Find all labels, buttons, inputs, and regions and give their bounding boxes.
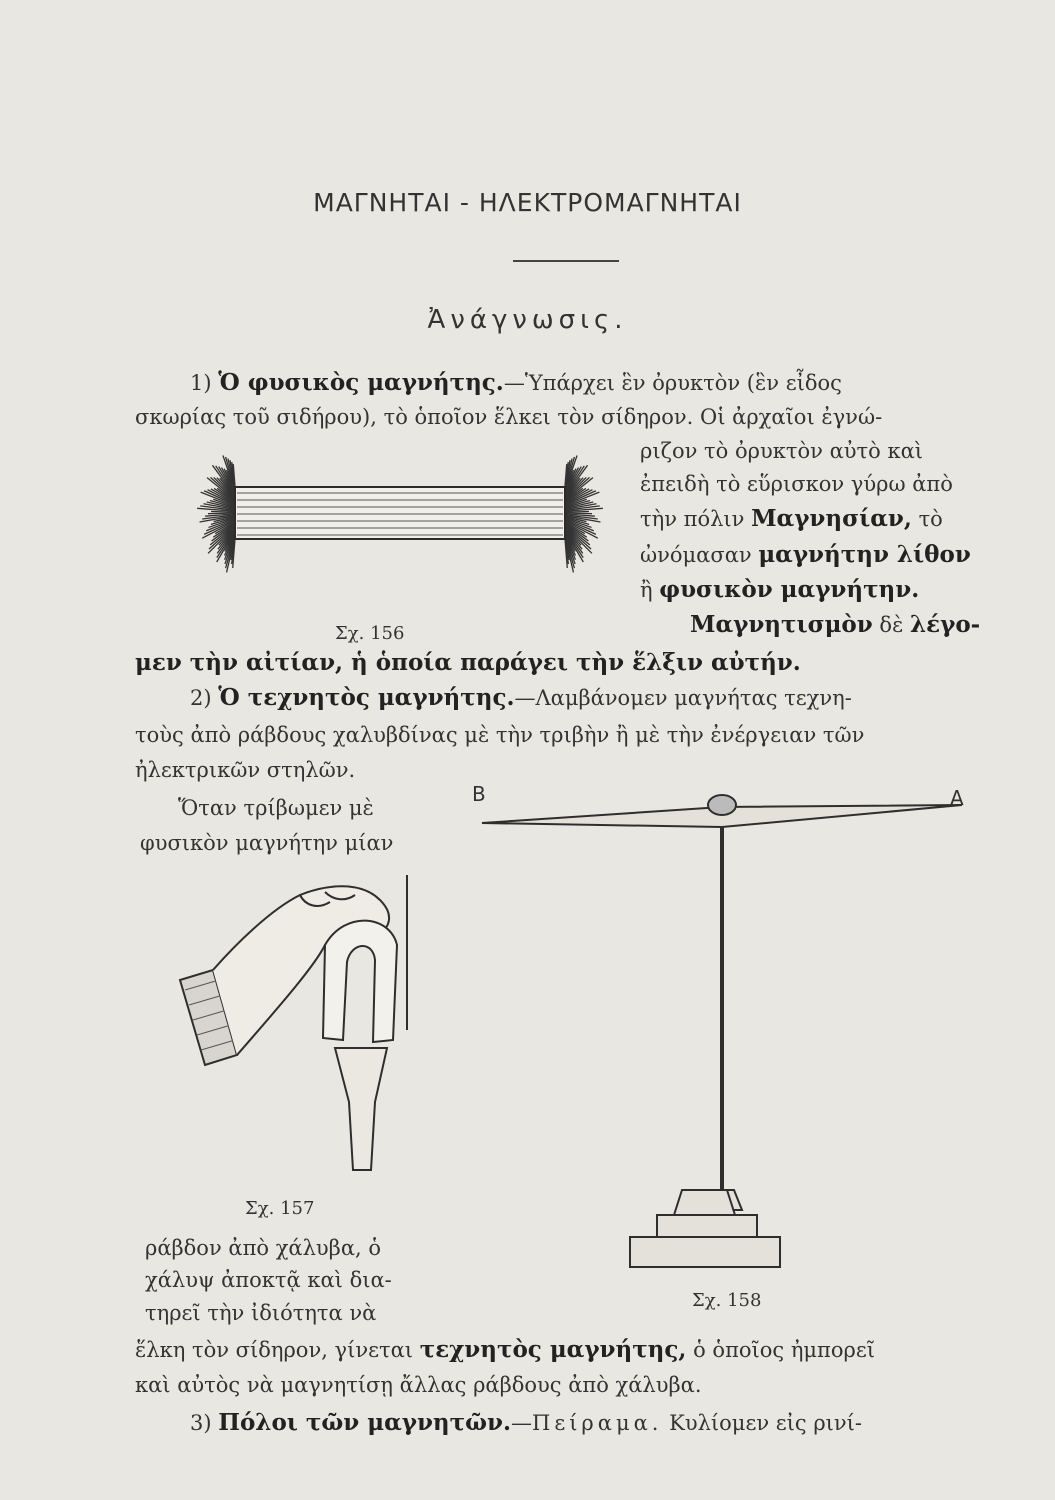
p2-line-10: καὶ αὐτὸς νὰ μαγνητίσῃ ἄλλας ράβδους ἀπὸ χάλυβα. xyxy=(135,1373,702,1397)
p1-line-7 xyxy=(640,575,919,605)
p1-heading: Ὁ φυσικὸς μαγνήτης. xyxy=(218,369,504,396)
figure-156-caption: Σχ. 156 xyxy=(335,623,405,644)
p1-line-5 xyxy=(640,504,943,534)
p1-line-9: μεν τὴν αἰτίαν, ἡ ὁποία παράγει τὴν ἕλξιν αὐτήν. xyxy=(135,649,801,676)
p1-magnesia: Μαγνησίαν, xyxy=(751,505,912,532)
p3-line-1 xyxy=(190,1408,862,1438)
p1-line-3: ριζον τὸ ὀρυκτὸν αὐτὸ καὶ xyxy=(640,439,923,463)
figure-158-compass-needle xyxy=(470,775,980,1075)
p2-text-9c: ὁ ὁποῖος ἠμπορεῖ xyxy=(693,1338,875,1362)
p2-line-5: φυσικὸν μαγνήτην μίαν xyxy=(140,831,394,855)
p2-line-7: χάλυψ ἀποκτᾷ καὶ δια- xyxy=(145,1268,392,1292)
p3-text: Κυλίομεν εἰς ρινί- xyxy=(669,1411,862,1435)
p2-text-1: —Λαμβάνομεν μαγνήτας τεχνη- xyxy=(514,686,852,710)
p1-line-6 xyxy=(640,540,971,570)
p2-line-6: ράβδον ἀπὸ χάλυβα, ὁ xyxy=(145,1236,381,1260)
p2-text-9a: ἕλκη τὸν σίδηρον, γίνεται xyxy=(135,1338,414,1362)
p3-experiment: Πείραμα. xyxy=(532,1411,663,1435)
label-a: A xyxy=(950,786,964,810)
p1-magnet-stone: μαγνήτην λίθον xyxy=(758,541,971,568)
p2-number: 2) xyxy=(190,686,212,710)
p2-line-3: ἠλεκτρικῶν στηλῶν. xyxy=(135,758,356,782)
p1-text-6a: ὠνόμασαν xyxy=(640,543,752,567)
p1-text-8b: δὲ xyxy=(879,613,904,637)
p2-heading: Ὁ τεχνητὸς μαγνήτης. xyxy=(218,684,515,711)
p2-line-2: τοὺς ἀπὸ ράβδους χαλυβδίνας μὲ τὴν τριβὴν ἢ μὲ τὴν ἐνέργειαν τῶν xyxy=(135,723,865,747)
section-title: Ἀνάγνωσις. xyxy=(427,305,628,335)
p1-line-2: σκωρίας τοῦ σιδήρου), τὸ ὁποῖον ἕλκει τὸν σίδηρον. Οἱ ἀρχαῖοι ἐγνώ- xyxy=(135,405,883,429)
p2-line-1 xyxy=(190,683,852,713)
chapter-title: ΜΑΓΝΗΤΑΙ - ΗΛΕΚΤΡΟΜΑΓΝΗΤΑΙ xyxy=(313,188,742,217)
p1-number: 1) xyxy=(190,371,212,395)
p1-text-8c: λέγο- xyxy=(910,611,981,638)
p2-artificial-magnet: τεχνητὸς μαγνήτης, xyxy=(419,1336,687,1363)
p1-text-5c: τὸ xyxy=(918,507,943,531)
p3-number: 3) xyxy=(190,1411,212,1435)
p1-line-1 xyxy=(190,368,842,398)
p3-dash: — xyxy=(511,1411,532,1435)
title-divider xyxy=(513,260,619,262)
figure-158-caption: Σχ. 158 xyxy=(692,1290,762,1311)
figure-157-hand-magnet xyxy=(175,870,425,1190)
label-b: B xyxy=(472,782,486,806)
p1-text-5a: τὴν πόλιν xyxy=(640,507,745,531)
p1-text-1: —Ὑπάρχει ἓν ὀρυκτὸν (ἓν εἶδος xyxy=(503,371,842,395)
p3-heading: Πόλοι τῶν μαγνητῶν. xyxy=(218,1409,511,1436)
figure-158-stand-base xyxy=(680,1050,780,1210)
p1-line-4: ἐπειδὴ τὸ εὕρισκον γύρω ἀπὸ xyxy=(640,472,953,496)
p1-text-7a: ἢ xyxy=(640,578,653,602)
figure-156-bar-magnet xyxy=(175,455,615,580)
p1-line-8 xyxy=(690,610,980,640)
p2-line-9 xyxy=(135,1335,875,1365)
p1-magnetism: Μαγνητισμὸν xyxy=(690,611,873,638)
figure-157-caption: Σχ. 157 xyxy=(245,1198,315,1219)
p1-natural-magnet: φυσικὸν μαγνήτην. xyxy=(659,576,920,603)
p2-line-4: Ὅταν τρίβωμεν μὲ xyxy=(178,796,374,820)
p2-line-8: τηρεῖ τὴν ἰδιότητα νὰ xyxy=(145,1301,377,1325)
figure-158-pedestal xyxy=(627,1190,787,1280)
